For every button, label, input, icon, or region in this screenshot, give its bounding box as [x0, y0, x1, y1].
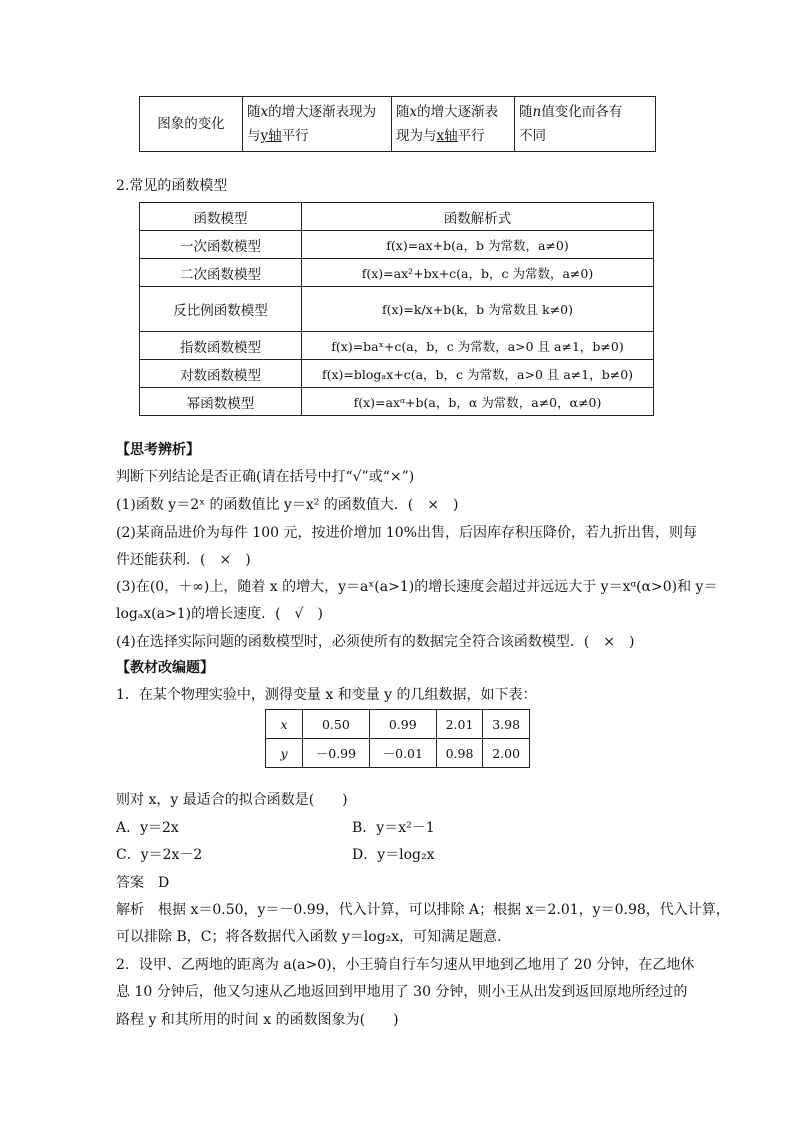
table-row: x 0.50 0.99 2.01 3.98 — [266, 710, 530, 739]
think-heading: 【思考辨析】 — [116, 442, 200, 458]
think-q3-line2: logₐx(a>1)的增长速度．( √ ) — [116, 606, 323, 622]
option-b: B．y＝x²－1 — [352, 820, 435, 836]
option-c: C．y＝2x－2 — [116, 847, 203, 863]
graph-change-table — [139, 96, 656, 152]
think-q4: (4)在选择实际问题的函数模型时，必须使所有的数据完全符合该函数模型．( × ) — [116, 634, 635, 650]
row-label: 图象的变化 — [140, 97, 243, 152]
option-d: D．y＝log₂x — [352, 847, 435, 863]
header-formula: 函数解析式 — [302, 203, 654, 231]
analysis-line1: 解析 根据 x＝0.50，y＝－0.99，代入计算，可以排除 A；根据 x＝2.01，y＝0.98，代入计算， — [116, 902, 730, 918]
table-row: y －0.99 －0.01 0.98 2.00 — [266, 739, 530, 768]
problem1-stem: 1．在某个物理实验中，测得变量 x 和变量 y 的几组数据，如下表： — [116, 687, 537, 703]
fit-question: 则对 x，y 最适合的拟合函数是( ) — [116, 792, 348, 808]
table-row: 幂函数模型 f(x)=axᵅ+b(a，b，α 为常数，a≠0，α≠0) — [140, 388, 654, 416]
section-title: 2.常见的函数模型 — [116, 178, 228, 194]
option-a: A．y＝2x — [116, 820, 179, 836]
table-row: 对数函数模型 f(x)=blogₐx+c(a，b，c 为常数，a>0 且 a≠1，b≠0) — [140, 360, 654, 388]
think-q2-line2: 件还能获利．( × ) — [116, 552, 251, 568]
data-table — [265, 709, 530, 768]
problem2-line2: 息 10 分钟后，他又匀速从乙地返回到甲地用了 30 分钟，则小王从出发到返回原地所经过的 — [116, 984, 688, 1000]
header-model: 函数模型 — [140, 203, 302, 231]
think-intro: 判断下列结论是否正确(请在括号中打“√”或“×”) — [116, 469, 415, 485]
table-row: 一次函数模型 f(x)=ax+b(a，b 为常数，a≠0) — [140, 231, 654, 259]
think-q2-line1: (2)某商品进价为每件 100 元，按进价增加 10%出售，后因库存积压降价，若九折出售，则每 — [116, 525, 698, 541]
analysis-line2: 可以排除 B，C；将各数据代入函数 y＝log₂x，可知满足题意． — [116, 929, 512, 945]
cell-power: 随n值变化而各有 不同 — [515, 97, 656, 152]
table-row: 反比例函数模型 f(x)=k/x+b(k，b 为常数且 k≠0) — [140, 287, 654, 332]
cell-exponential: 随x的增大逐渐表现为 与y轴平行 — [243, 97, 392, 152]
cell-logarithm: 随x的增大逐渐表 现为与x轴平行 — [392, 97, 515, 152]
table-row: 指数函数模型 f(x)=baˣ+c(a，b，c 为常数，a>0 且 a≠1，b≠0) — [140, 332, 654, 360]
table-row: 二次函数模型 f(x)=ax²+bx+c(a，b，c 为常数，a≠0) — [140, 259, 654, 287]
answer: 答案 D — [116, 875, 170, 891]
think-q1: (1)函数 y＝2ˣ 的函数值比 y＝x² 的函数值大．( × ) — [116, 497, 459, 513]
function-models-table — [139, 202, 654, 416]
problem2-line1: 2．设甲、乙两地的距离为 a(a>0)，小王骑自行车匀速从甲地到乙地用了 20 分钟，在乙地休 — [116, 957, 695, 973]
textbook-heading: 【教材改编题】 — [116, 660, 214, 676]
problem2-line3: 路程 y 和其所用的时间 x 的函数图象为( ) — [116, 1012, 399, 1028]
think-q3-line1: (3)在(0，＋∞)上，随着 x 的增大，y＝aˣ(a>1)的增长速度会超过并远远大于 y＝xᵅ(α>0)和 y＝ — [116, 579, 718, 595]
